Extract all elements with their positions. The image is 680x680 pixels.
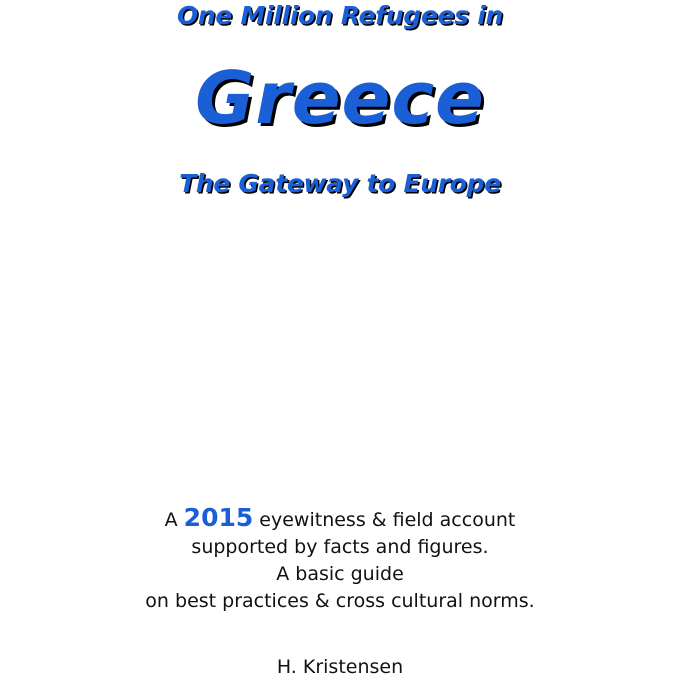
blurb-prefix: A [164, 509, 184, 531]
cover-author: H. Kristensen [276, 656, 404, 678]
cover-title: Greece [195, 56, 485, 140]
cover-subtitle-top: One Million Refugees in [176, 1, 504, 30]
blurb-suffix: eyewitness & field account [253, 509, 516, 531]
cover-subtitle-bottom: The Gateway to Europe [179, 169, 501, 198]
cover-blurb [0, 504, 680, 615]
blurb-line-1 [0, 504, 680, 534]
blurb-line-2: supported by facts and figures. [191, 536, 489, 558]
blurb-year: 2015 [183, 503, 254, 532]
blurb-line-3: A basic guide [276, 563, 404, 585]
blurb-line-4: on best practices & cross cultural norms. [145, 590, 535, 612]
